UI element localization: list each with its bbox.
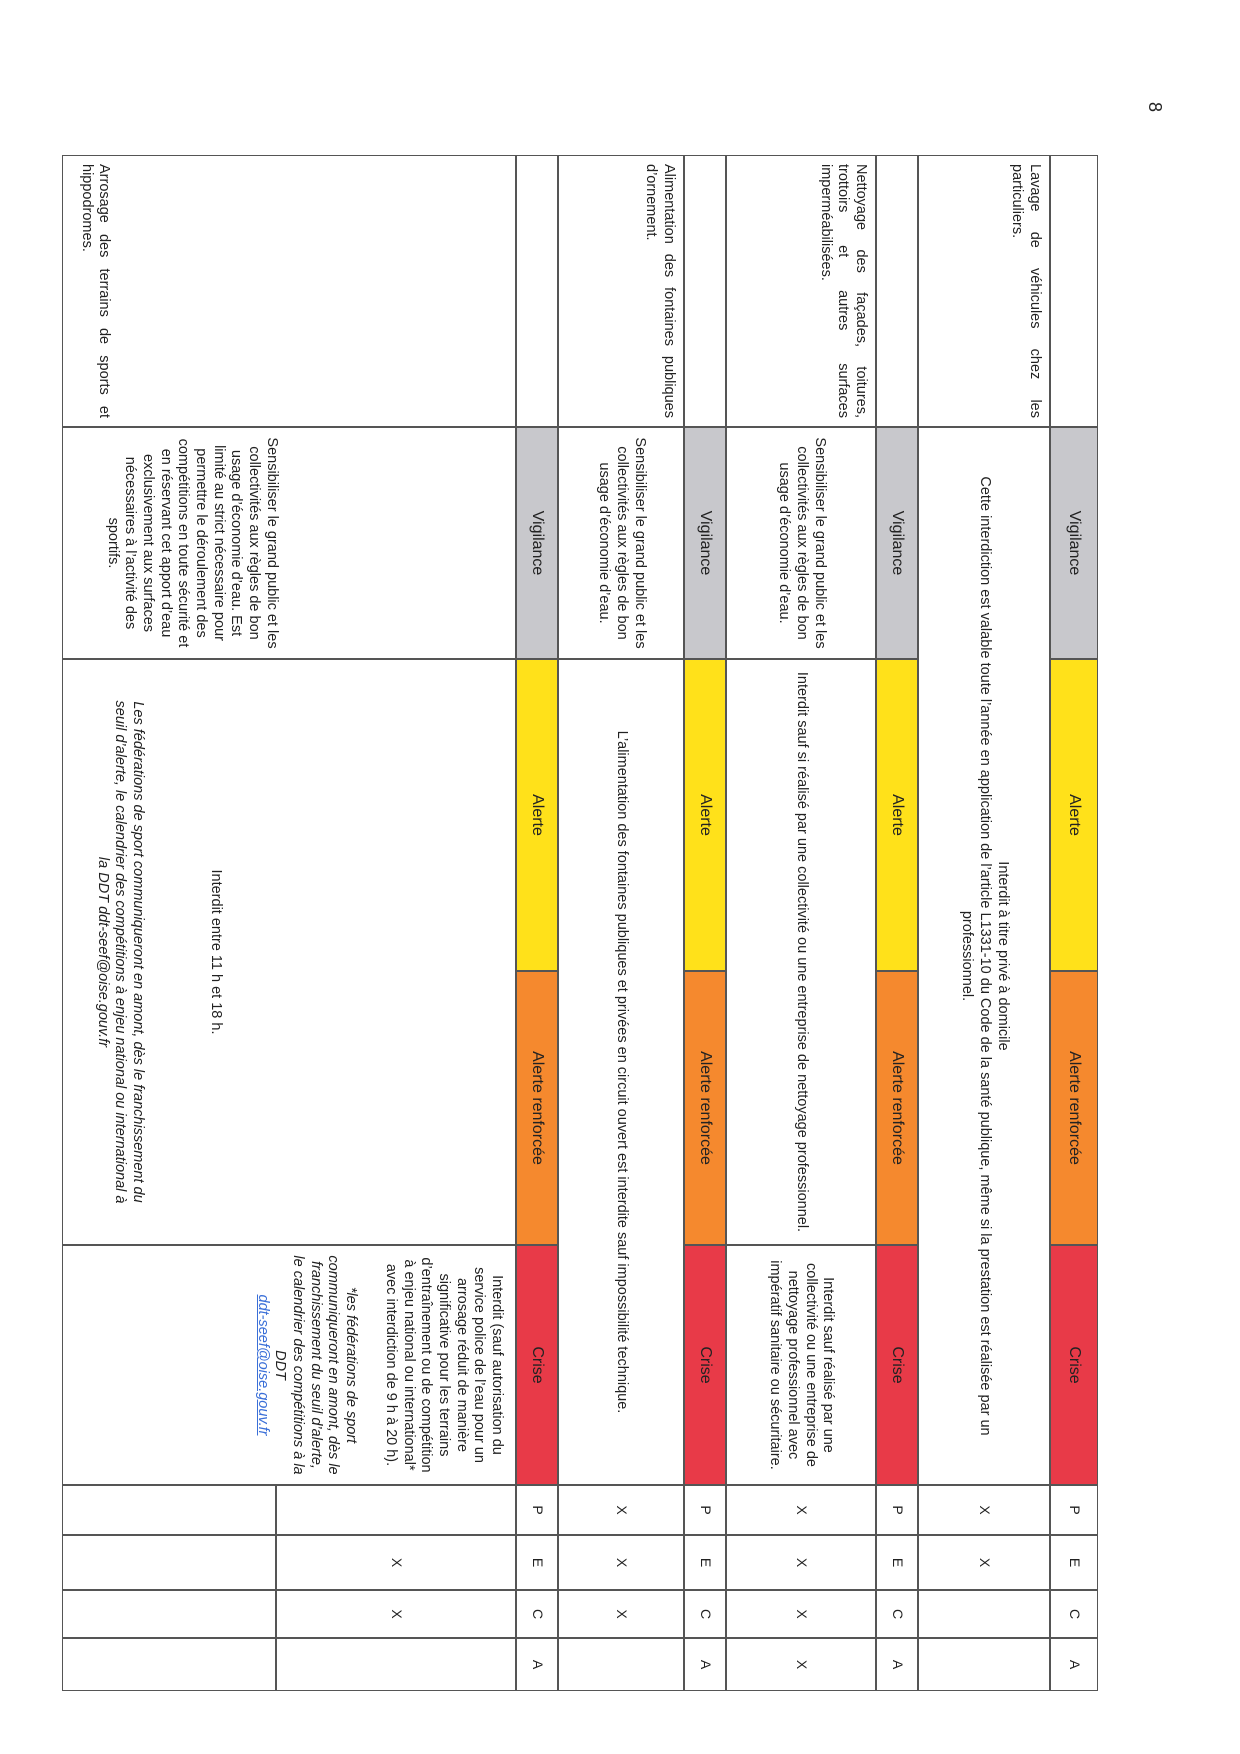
mark-e: X	[918, 1535, 1050, 1590]
header-p: P	[684, 1485, 726, 1535]
header-alerte: Alerte	[1050, 659, 1098, 971]
rule-line-1: Interdit à titre privé à domicile	[994, 861, 1011, 1051]
header-a: A	[876, 1638, 918, 1691]
mark-p-empty	[62, 1485, 276, 1535]
header-blank-3	[516, 155, 558, 427]
merged-rule	[918, 427, 1050, 1485]
header-crise: Crise	[876, 1245, 918, 1485]
header-alerte: Alerte	[684, 659, 726, 971]
header-c: C	[876, 1590, 918, 1638]
header-blank-0	[1050, 155, 1098, 427]
header-crise: Crise	[516, 1245, 558, 1485]
mark-c: X	[276, 1590, 516, 1638]
alerte-text	[62, 659, 516, 1245]
merged-rule: L’alimentation des fontaines publiques et privées en circuit ouvert est interdite sauf impossibilité technique.	[558, 659, 684, 1485]
mark-a	[558, 1638, 684, 1691]
mark-p	[276, 1485, 516, 1535]
vigilance-text: Sensibiliser le grand public et les collectivités aux règles de bon usage d’économie d’eau. Est limité au strict nécessaire pour permettre le déroulement des compétitions en toute sécurité et en réservant cet apport d’eau exclusivement aux surfaces nécessaires à l’activité des sportifs.	[62, 427, 516, 659]
mark-e-empty	[62, 1535, 276, 1590]
header-alerte: Alerte	[516, 659, 558, 971]
header-vigilance: Vigilance	[684, 427, 726, 659]
header-alerte: Alerte	[876, 659, 918, 971]
restrictions-table	[62, 155, 1098, 1691]
header-alerte-renforcee: Alerte renforcée	[516, 971, 558, 1245]
mark-c: X	[726, 1590, 876, 1638]
mark-a	[276, 1638, 516, 1691]
rule-line-2: Cette interdiction est valable toute l’année en application de l’article L1331-10 du Code de la santé publique, même si la prestation est réalisée par un professionnel.	[959, 476, 993, 1436]
header-a: A	[516, 1638, 558, 1691]
header-a: A	[1050, 1638, 1098, 1691]
header-crise: Crise	[684, 1245, 726, 1485]
row-label: Lavage de véhicules chez les particuliers.	[918, 155, 1050, 427]
header-a: A	[684, 1638, 726, 1691]
mark-e: X	[276, 1535, 516, 1590]
header-vigilance: Vigilance	[1050, 427, 1098, 659]
mark-e: X	[726, 1535, 876, 1590]
mark-c	[918, 1590, 1050, 1638]
mark-a: X	[726, 1638, 876, 1691]
mark-p: X	[726, 1485, 876, 1535]
mark-p: X	[918, 1485, 1050, 1535]
alerte-line-2: Les fédérations de sport communiqueront en amont, dès le franchissement du seuil d’alerte, le calendrier des compétitions à enjeu national ou international à la DDT ddt-seef@oise.gouv.fr	[94, 700, 147, 1204]
header-p: P	[876, 1485, 918, 1535]
header-vigilance: Vigilance	[516, 427, 558, 659]
crise-line-2: *les fédérations de sport communiqueront en amont, dès le franchissement du seuil d’alerte, le calendrier des compétitions à la DDT	[272, 1255, 360, 1475]
header-vigilance: Vigilance	[876, 427, 918, 659]
header-e: E	[516, 1535, 558, 1590]
mark-c: X	[558, 1590, 684, 1638]
vigilance-text: Sensibiliser le grand public et les collectivités aux règles de bon usage d’économie d’eau.	[726, 427, 876, 659]
mark-c-empty	[62, 1590, 276, 1638]
header-blank-1	[876, 155, 918, 427]
header-p: P	[1050, 1485, 1098, 1535]
header-blank-2	[684, 155, 726, 427]
mark-p: X	[558, 1485, 684, 1535]
header-c: C	[516, 1590, 558, 1638]
header-crise: Crise	[1050, 1245, 1098, 1485]
row-label: Nettoyage des façades, toitures, trottoirs et autres surfaces imperméabilisées.	[726, 155, 876, 427]
crise-text: Interdit sauf réalisé par une collectivité ou une entreprise de nettoyage professionnel avec impératif sanitaire ou sécuritaire.	[726, 1245, 876, 1485]
header-c: C	[684, 1590, 726, 1638]
mark-a	[918, 1638, 1050, 1691]
header-e: E	[876, 1535, 918, 1590]
row-label: Alimentation des fontaines publiques d’ornement.	[558, 155, 684, 427]
vigilance-text: Sensibiliser le grand public et les collectivités aux règles de bon usage d’économie d’eau.	[558, 427, 684, 659]
header-alerte-renforcee: Alerte renforcée	[684, 971, 726, 1245]
crise-line-1: Interdit (sauf autorisation du service police de l’eau pour un arrosage réduit de manière significative pour les terrains d’entraînement ou de compétition à enjeu national ou international* avec interdiction de 9 h à 20 h).	[382, 1257, 505, 1473]
header-alerte-renforcee: Alerte renforcée	[876, 971, 918, 1245]
mark-a-empty	[62, 1638, 276, 1691]
crise-text	[62, 1245, 516, 1485]
mark-e: X	[558, 1535, 684, 1590]
header-e: E	[1050, 1535, 1098, 1590]
header-e: E	[684, 1535, 726, 1590]
alerte-text: Interdit sauf si réalisé par une collectivité ou une entreprise de nettoyage professionnel.	[726, 659, 876, 1245]
page-number: 8	[1145, 101, 1165, 112]
header-c: C	[1050, 1590, 1098, 1638]
alerte-line-1: Interdit entre 11 h et 18 h.	[207, 869, 224, 1035]
row-label: Arrosage des terrains de sports et hippodromes.	[62, 155, 516, 427]
header-alerte-renforcee: Alerte renforcée	[1050, 971, 1098, 1245]
header-p: P	[516, 1485, 558, 1535]
ddt-email-link[interactable]: ddt-seef@oise.gouv.fr	[254, 1294, 271, 1436]
